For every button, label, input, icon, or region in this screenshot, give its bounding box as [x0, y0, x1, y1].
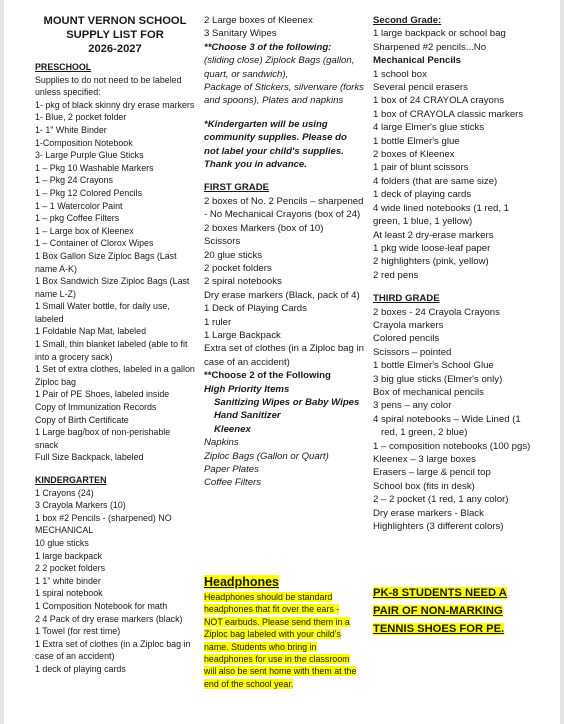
- section-heading: KINDERGARTEN: [35, 475, 107, 485]
- list-item: 3 Sanitary Wipes: [204, 28, 277, 40]
- list-item: **Choose 3 of the following:: [204, 41, 332, 53]
- list-item: *Kindergarten will be using community supplies. Please do not label your child's supplies. Thank you in advance.: [204, 118, 350, 171]
- list-item: 2 – 2 pocket (1 red, 1 any color): [373, 494, 509, 506]
- list-item: 3- Large Purple Glue Sticks: [35, 150, 144, 161]
- list-item: 1 – Pkg 24 Crayons: [35, 175, 113, 186]
- list-item: 4 folders (that are same size): [373, 175, 498, 187]
- list-item: Kleenex – 3 large boxes: [373, 454, 476, 465]
- section-heading: FIRST GRADE: [204, 182, 270, 194]
- document-title: [35, 14, 195, 56]
- list-item: 1 Deck of Playing Cards: [204, 303, 307, 315]
- list-item: Scissors – pointed: [373, 346, 452, 358]
- list-item: 1 – composition notebooks (100 pgs): [373, 440, 531, 452]
- list-item: 1 Large bag/box of non-perishable snack: [35, 427, 173, 450]
- list-item: Copy of Immunization Records: [35, 402, 157, 413]
- list-item: 4 wide lined notebooks (1 red, 1 green, 1 blue, 1 yellow): [373, 202, 512, 228]
- list-item: 1 Composition Notebook for math: [35, 600, 168, 611]
- list-item: 2 boxes Markers (box of 10): [204, 222, 324, 234]
- list-item: 3 big glue sticks (Elmer's only): [373, 373, 503, 385]
- list-item: 1- 1" White Binder: [35, 124, 107, 135]
- list-item: 1 box #2 Pencils - (sharpened) NO MECHANICAL: [35, 512, 175, 536]
- list-item: 1 Small Water bottle, for daily use, labeled: [35, 301, 173, 324]
- list-item: 1 spiral notebook: [35, 588, 103, 599]
- list-item: 1 large backpack: [35, 550, 103, 561]
- title-line: SUPPLY LIST FOR: [66, 29, 164, 41]
- left-page-edge: [0, 0, 4, 724]
- headphones-title: Headphones: [204, 575, 280, 589]
- list-item: 1 large backpack or school bag: [373, 28, 506, 40]
- column-left: [35, 14, 198, 676]
- list-item: 1 1" white binder: [35, 575, 101, 586]
- list-item: 1 deck of playing cards: [35, 663, 126, 674]
- list-item: 2 boxes of Kleenex: [373, 149, 455, 161]
- list-item: 1 – pkg Coffee Filters: [35, 213, 120, 224]
- list-item: 1 Small, thin blanket labeled (able to fit into a grocery sack): [35, 339, 190, 362]
- list-item: Napkins: [204, 437, 239, 449]
- list-item: 2 boxes - 24 Crayola Crayons: [373, 306, 500, 318]
- second-third-grade-list: [373, 14, 533, 533]
- list-item: Highlighters (3 different colors): [373, 521, 504, 533]
- list-item: Kleenex: [214, 423, 251, 435]
- list-item: Supplies to do not need to be labeled unless specified:: [35, 74, 185, 98]
- list-item: Dry erase markers (Black, pack of 4): [204, 289, 360, 301]
- list-item: Extra set of clothes (in a Ziploc bag in case of an accident): [204, 343, 367, 368]
- section-heading: Second Grade:: [373, 15, 442, 26]
- list-item: 1 deck of playing cards: [373, 189, 472, 201]
- column-right: [373, 14, 533, 533]
- pk8-note: PK-8 STUDENTS NEED A PAIR OF NON-MARKING TENNIS SHOES FOR PE.: [373, 587, 507, 635]
- list-item: Erasers – large & pencil top: [373, 467, 491, 479]
- section-spacer: [35, 464, 195, 474]
- list-item: 3 pens – any color: [373, 400, 452, 412]
- list-item: 1 Foldable Nap Mat, labeled: [35, 326, 147, 337]
- list-item: 1 school box: [373, 68, 427, 80]
- list-item: **Choose 2 of the Following: [204, 370, 331, 382]
- list-item: 1 ruler: [204, 316, 232, 328]
- list-item: 1 bottle Elmer's glue: [373, 135, 460, 147]
- list-item: Scissors: [204, 236, 241, 248]
- list-item: Mechanical Pencils: [373, 55, 461, 67]
- preschool-kindergarten-list: [35, 61, 198, 676]
- list-item: 1 Set of extra clothes, labeled in a gallon Ziploc bag: [35, 364, 198, 387]
- list-item: 1- Blue, 2 pocket folder: [35, 112, 127, 123]
- list-item: Package of Stickers, silverware (forks and spoons), Plates and napkins: [204, 82, 367, 107]
- list-item: Dry erase markers - Black: [373, 507, 484, 519]
- list-item: 1 Large Backpack: [204, 329, 281, 341]
- list-item: 1 Crayons (24): [35, 487, 94, 498]
- list-item: At least 2 dry-erase markers: [373, 229, 494, 241]
- list-item: 1 Box Sandwich Size Ziploc Bags (Last name L-Z): [35, 276, 192, 299]
- list-item: 10 glue sticks: [35, 537, 89, 548]
- section-spacer: [373, 282, 533, 292]
- list-item: 2 Large boxes of Kleenex: [204, 15, 313, 26]
- list-item: Coffee Filters: [204, 477, 262, 489]
- list-item: 1- pkg of black skinny dry erase markers: [35, 99, 195, 110]
- kinder-first-grade-list: [204, 14, 367, 490]
- list-item: 1 box of 24 CRAYOLA crayons: [373, 95, 505, 107]
- list-item: 1 pair of blunt scissors: [373, 162, 469, 174]
- section-spacer: [204, 171, 364, 181]
- list-item: 1 – Pkg 12 Colored Pencils: [35, 187, 143, 198]
- list-item: 2 2 pocket folders: [35, 563, 106, 574]
- list-item: 2 boxes of No. 2 Pencils – sharpened - No Mechanical Crayons (box of 24): [204, 195, 367, 221]
- list-item: Sharpened #2 pencils...No: [373, 41, 487, 53]
- list-item: Box of mechanical pencils: [373, 386, 484, 398]
- list-item: 1 – Large box of Kleenex: [35, 225, 134, 236]
- list-item: 1 pkg wide loose-leaf paper: [373, 242, 491, 254]
- list-item: 1 Pair of PE Shoes, labeled inside: [35, 389, 170, 400]
- list-item: High Priority Items: [204, 383, 290, 395]
- list-item: Sanitizing Wipes or Baby Wipes: [214, 396, 360, 408]
- list-item: 2 4 Pack of dry erase markers (black): [35, 613, 183, 624]
- list-item: 1 Extra set of clothes (in a Ziploc bag in case of an accident): [35, 638, 193, 662]
- list-item: Crayola markers: [373, 319, 444, 331]
- list-item: 1-Composition Notebook: [35, 137, 133, 148]
- list-item: 4 spiral notebooks – Wide Lined (1 red, 1 green, 2 blue): [373, 413, 524, 439]
- list-item: Copy of Birth Certificate: [35, 414, 129, 425]
- list-item: 4 large Elmer's glue sticks: [373, 122, 485, 134]
- list-item: Full Size Backpack, labeled: [35, 452, 144, 463]
- headphones-text: Headphones should be standard headphones that fit over the ears - NOT earbuds. Please send them in a Ziploc bag labeled with your child's name. Students who bring in headphones for use in the classroom will also be sent home with them at the end of the school year.: [204, 592, 357, 689]
- right-page-edge: [560, 0, 564, 724]
- list-item: 20 glue sticks: [204, 249, 263, 261]
- list-item: 2 highlighters (pink, yellow): [373, 256, 489, 268]
- list-item: 2 spiral notebooks: [204, 276, 282, 288]
- list-item: 2 red pens: [373, 269, 419, 281]
- headphones-notice: [204, 573, 360, 690]
- list-item: Paper Plates: [204, 464, 259, 475]
- title-line: MOUNT VERNON SCHOOL: [43, 15, 187, 27]
- list-item: Hand Sanitizer: [214, 410, 281, 422]
- pk8-tennis-shoes-notice: [373, 583, 535, 637]
- list-item: 3 Crayola Markers (10): [35, 500, 126, 511]
- section-heading: THIRD GRADE: [373, 293, 440, 305]
- section-heading: PRESCHOOL: [35, 62, 92, 72]
- list-item: Colored pencils: [373, 333, 440, 345]
- list-item: 1 – Container of Clorox Wipes: [35, 238, 154, 249]
- title-line: 2026-2027: [88, 43, 142, 55]
- list-item: 1 – Pkg 10 Washable Markers: [35, 162, 154, 173]
- section-spacer: [204, 108, 364, 118]
- list-item: School box (fits in desk): [373, 480, 475, 492]
- list-item: 2 pocket folders: [204, 262, 272, 274]
- list-item: Ziploc Bags (Gallon or Quart): [204, 450, 329, 462]
- list-item: 1 bottle Elmer's School Glue: [373, 360, 494, 372]
- list-item: (sliding close) Ziplock Bags (gallon, quart, or sandwich),: [204, 55, 358, 80]
- column-middle: [204, 14, 367, 490]
- list-item: 1 – 1 Watercolor Paint: [35, 200, 123, 211]
- list-item: 1 Box Gallon Size Ziploc Bags (Last name A-K): [35, 250, 180, 274]
- list-item: 1 Towel (for rest time): [35, 626, 121, 637]
- list-item: Several pencil erasers: [373, 82, 468, 94]
- list-item: 1 box of CRAYOLA classic markers: [373, 108, 524, 120]
